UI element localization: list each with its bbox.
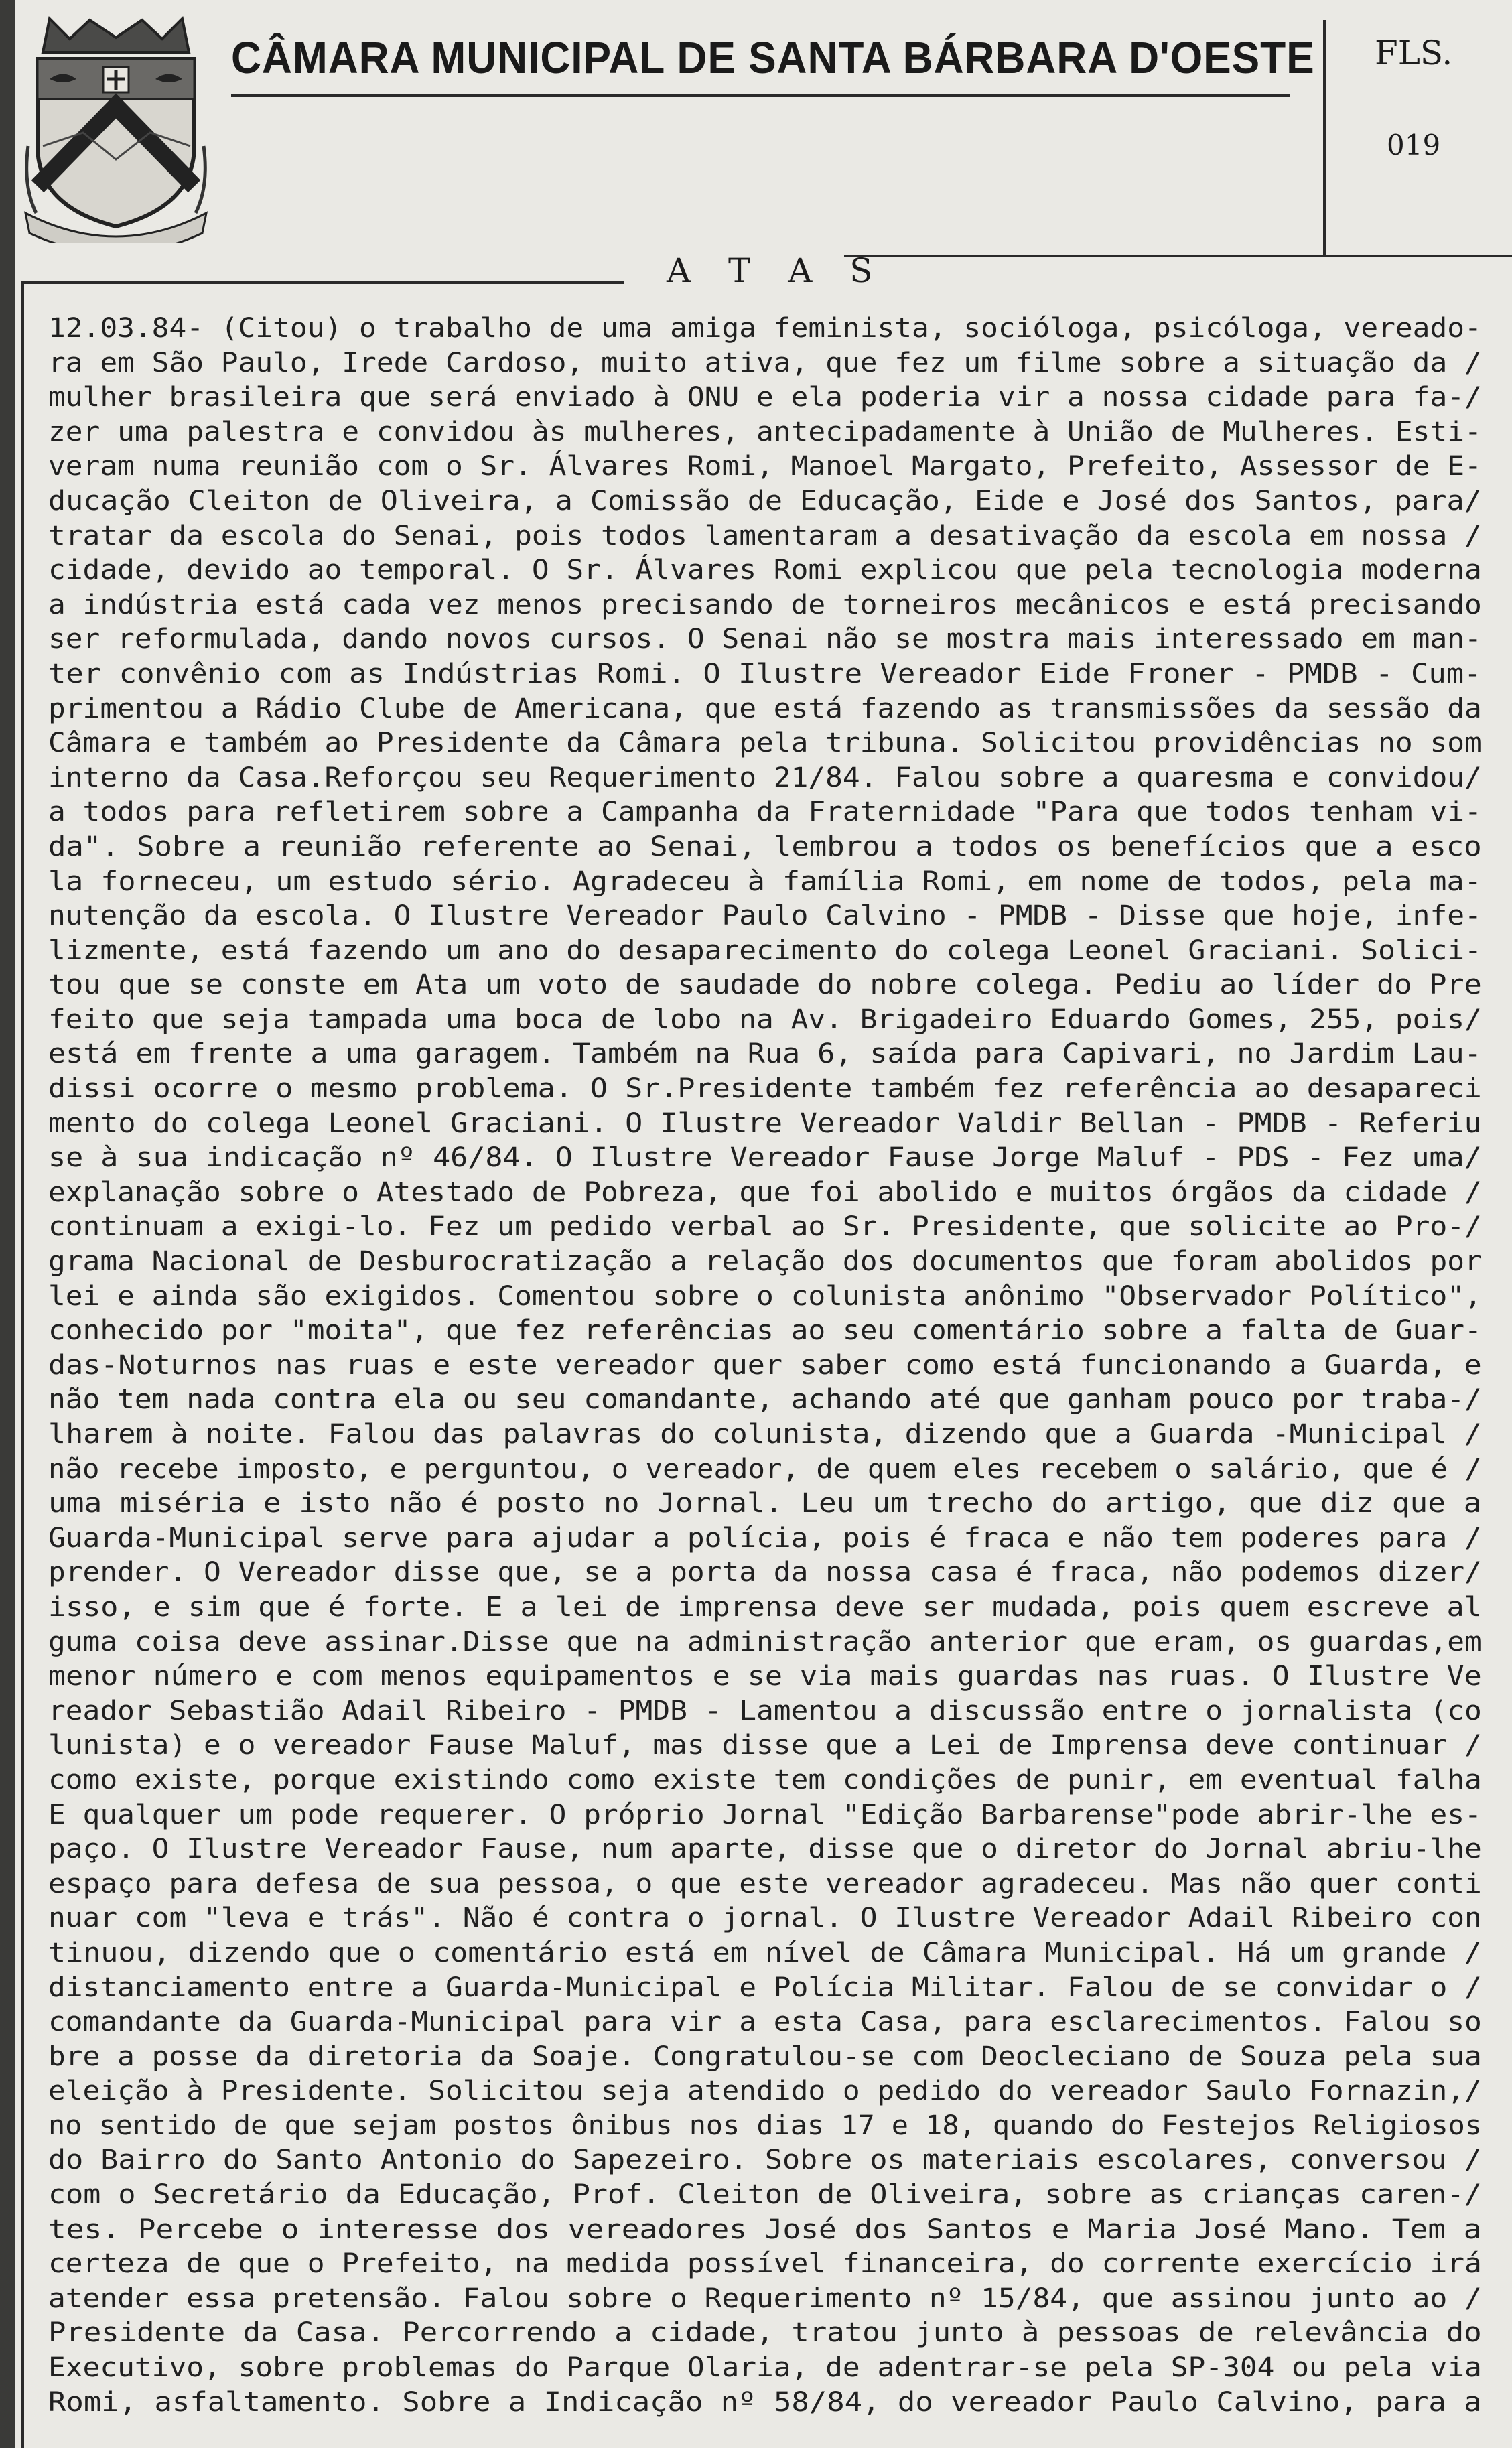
text-line: lizmente, está fazendo um ano do desaparecimento do colega Leonel Graciani. Solici- xyxy=(48,935,1482,966)
text-line: não recebe imposto, e perguntou, o vereador, de quem eles recebem o salário, que é / xyxy=(48,1453,1482,1485)
text-line: atender essa pretensão. Falou sobre o Requerimento nº 15/84, que assinou junto ao / xyxy=(48,2283,1482,2314)
text-line: Presidente da Casa. Percorrendo a cidade, tratou junto à pessoas de relevância do xyxy=(48,2317,1482,2349)
text-line: lharem à noite. Falou das palavras do colunista, dizendo que a Guarda -Municipal / xyxy=(48,1419,1482,1450)
text-line: E qualquer um pode requerer. O próprio Jornal "Edição Barbarense"pode abrir-lhe es- xyxy=(48,1799,1482,1830)
chamber-title: CÂMARA MUNICIPAL DE SANTA BÁRBARA D'OESTE xyxy=(231,33,1315,83)
municipal-coat-of-arms-icon xyxy=(23,12,209,243)
text-line: lunista) e o vereador Fause Maluf, mas disse que a Lei de Imprensa deve continuar / xyxy=(48,1730,1482,1761)
text-line: interno da Casa.Reforçou seu Requerimento 21/84. Falou sobre a quaresma e convidou/ xyxy=(48,762,1482,793)
text-line: feito que seja tampada uma boca de lobo na Av. Brigadeiro Eduardo Gomes, 255, pois/ xyxy=(48,1004,1482,1035)
text-line: com o Secretário da Educação, Prof. Cleiton de Oliveira, sobre as crianças caren-/ xyxy=(48,2179,1482,2211)
minutes-body xyxy=(48,312,1482,2420)
text-line: lei e ainda são exigidos. Comentou sobre o colunista anônimo "Observador Político", xyxy=(48,1280,1482,1312)
text-line: cidade, devido ao temporal. O Sr. Álvares Romi explicou que pela tecnologia moderna xyxy=(48,555,1482,586)
title-rule xyxy=(231,94,1290,97)
text-line: distanciamento entre a Guarda-Municipal e Polícia Militar. Falou de se convidar o / xyxy=(48,1972,1482,2003)
text-line: no sentido de que sejam postos ônibus nos dias 17 e 18, quando do Festejos Religiosos xyxy=(48,2110,1482,2141)
text-line: menor número e com menos equipamentos e se via mais guardas nas ruas. O Ilustre Ve xyxy=(48,1661,1482,1692)
text-line: grama Nacional de Desburocratização a relação dos documentos que foram abolidos por xyxy=(48,1246,1482,1278)
section-title: A T A S xyxy=(667,251,886,290)
text-line: Guarda-Municipal serve para ajudar a polícia, pois é fraca e não tem poderes para / xyxy=(48,1522,1482,1554)
text-line: isso, e sim que é forte. E a lei de imprensa deve ser mudada, pois quem escreve al xyxy=(48,1591,1482,1623)
text-line: reador Sebastião Adail Ribeiro - PMDB - Lamentou a discussão entre o jornalista (co xyxy=(48,1695,1482,1726)
text-line: prender. O Vereador disse que, se a porta da nossa casa é fraca, não podemos dizer/ xyxy=(48,1557,1482,1588)
scan-edge xyxy=(0,0,15,2448)
text-line: Câmara e também ao Presidente da Câmara pela tribuna. Solicitou providências no som xyxy=(48,728,1482,759)
text-line: 12.03.84- (Citou) o trabalho de uma amiga feminista, socióloga, psicóloga, vereado- xyxy=(48,313,1482,344)
text-line: ra em São Paulo, Irede Cardoso, muito ativa, que fez um filme sobre a situação da / xyxy=(48,347,1482,379)
text-line: la forneceu, um estudo sério. Agradeceu à família Romi, em nome de todos, pela ma- xyxy=(48,866,1482,897)
text-line: espaço para defesa de sua pessoa, o que este vereador agradeceu. Mas não quer conti xyxy=(48,1868,1482,1899)
text-line: a todos para refletirem sobre a Campanha da Fraternidade "Para que todos tenham vi- xyxy=(48,797,1482,828)
text-line: veram numa reunião com o Sr. Álvares Romi, Manoel Margato, Prefeito, Assessor de E- xyxy=(48,451,1482,482)
text-line: do Bairro do Santo Antonio do Sapezeiro. Sobre os materiais escolares, conversou / xyxy=(48,2145,1482,2176)
folio-number: 019 xyxy=(1387,129,1441,161)
frame-rule-right xyxy=(844,255,1512,257)
text-line: como existe, porque existindo como existe tem condições de punir, em eventual falha xyxy=(48,1764,1482,1795)
frame-rule-left xyxy=(21,281,624,284)
text-line: mento do colega Leonel Graciani. O Ilustre Vereador Valdir Bellan - PMDB - Referiu xyxy=(48,1107,1482,1139)
text-line: se à sua indicação nº 46/84. O Ilustre Vereador Fause Jorge Maluf - PDS - Fez uma/ xyxy=(48,1142,1482,1174)
text-line: ter convênio com as Indústrias Romi. O Ilustre Vereador Eide Froner - PMDB - Cum- xyxy=(48,658,1482,689)
text-line: ser reformulada, dando novos cursos. O Senai não se mostra mais interessado em man- xyxy=(48,624,1482,655)
frame-rule-vertical xyxy=(21,281,24,2448)
text-line: dissi ocorre o mesmo problema. O Sr.Presidente também fez referência ao desapareci xyxy=(48,1073,1482,1105)
text-line: ducação Cleiton de Oliveira, a Comissão de Educação, Eide e José dos Santos, para/ xyxy=(48,485,1482,517)
text-line: não tem nada contra ela ou seu comandante, achando até que ganham pouco por traba-/ xyxy=(48,1384,1482,1416)
text-line: das-Noturnos nas ruas e este vereador quer saber como está funcionando a Guarda, e xyxy=(48,1349,1482,1381)
text-line: uma miséria e isto não é posto no Jornal. Leu um trecho do artigo, que diz que a xyxy=(48,1488,1482,1519)
text-line: primentou a Rádio Clube de Americana, que está fazendo as transmissões da sessão da xyxy=(48,693,1482,724)
text-line: continuam a exigi-lo. Fez um pedido verbal ao Sr. Presidente, que solicite ao Pro-/ xyxy=(48,1211,1482,1243)
text-line: tratar da escola do Senai, pois todos lamentaram a desativação da escola em nossa / xyxy=(48,520,1482,551)
text-line: conhecido por "moita", que fez referências ao seu comentário sobre a falta de Guar- xyxy=(48,1315,1482,1347)
text-line: Executivo, sobre problemas do Parque Olaria, de adentrar-se pela SP-304 ou pela via xyxy=(48,2352,1482,2384)
header-divider xyxy=(1323,20,1326,255)
text-line: paço. O Ilustre Vereador Fause, num aparte, disse que o diretor do Jornal abriu-lhe xyxy=(48,1834,1482,1865)
text-line: tes. Percebe o interesse dos vereadores José dos Santos e Maria José Mano. Tem a xyxy=(48,2214,1482,2245)
text-line: eleição à Presidente. Solicitou seja atendido o pedido do vereador Saulo Fornazin,/ xyxy=(48,2076,1482,2107)
text-line: a indústria está cada vez menos precisando de torneiros mecânicos e está precisando xyxy=(48,589,1482,620)
text-line: explanação sobre o Atestado de Pobreza, que foi abolido e muitos órgãos da cidade / xyxy=(48,1176,1482,1208)
text-line: Romi, asfaltamento. Sobre a Indicação nº 58/84, do vereador Paulo Calvino, para a xyxy=(48,2386,1482,2418)
text-line: zer uma palestra e convidou às mulheres, antecipadamente à União de Mulheres. Esti- xyxy=(48,416,1482,448)
text-line: mulher brasileira que será enviado à ONU e ela poderia vir a nossa cidade para fa-/ xyxy=(48,382,1482,413)
text-line: guma coisa deve assinar.Disse que na administração anterior que eram, os guardas,em xyxy=(48,1626,1482,1657)
text-line: nuar com "leva e trás". Não é contra o jornal. O Ilustre Vereador Adail Ribeiro con xyxy=(48,1903,1482,1934)
text-line: certeza de que o Prefeito, na medida possível financeira, do corrente exercício irá xyxy=(48,2248,1482,2280)
text-line: tinuou, dizendo que o comentário está em nível de Câmara Municipal. Há um grande / xyxy=(48,1937,1482,1968)
text-line: comandante da Guarda-Municipal para vir a esta Casa, para esclarecimentos. Falou so xyxy=(48,2007,1482,2038)
text-line: bre a posse da diretoria da Soaje. Congratulou-se com Deocleciano de Souza pela sua xyxy=(48,2041,1482,2072)
folio-label: FLS. xyxy=(1375,33,1453,72)
text-line: tou que se conste em Ata um voto de saudade do nobre colega. Pediu ao líder do Pre xyxy=(48,969,1482,1001)
text-line: da". Sobre a reunião referente ao Senai, lembrou a todos os benefícios que a esco xyxy=(48,831,1482,862)
text-line: está em frente a uma garagem. Também na Rua 6, saída para Capivari, no Jardim Lau- xyxy=(48,1038,1482,1070)
text-line: nutenção da escola. O Ilustre Vereador Paulo Calvino - PMDB - Disse que hoje, infe- xyxy=(48,900,1482,932)
